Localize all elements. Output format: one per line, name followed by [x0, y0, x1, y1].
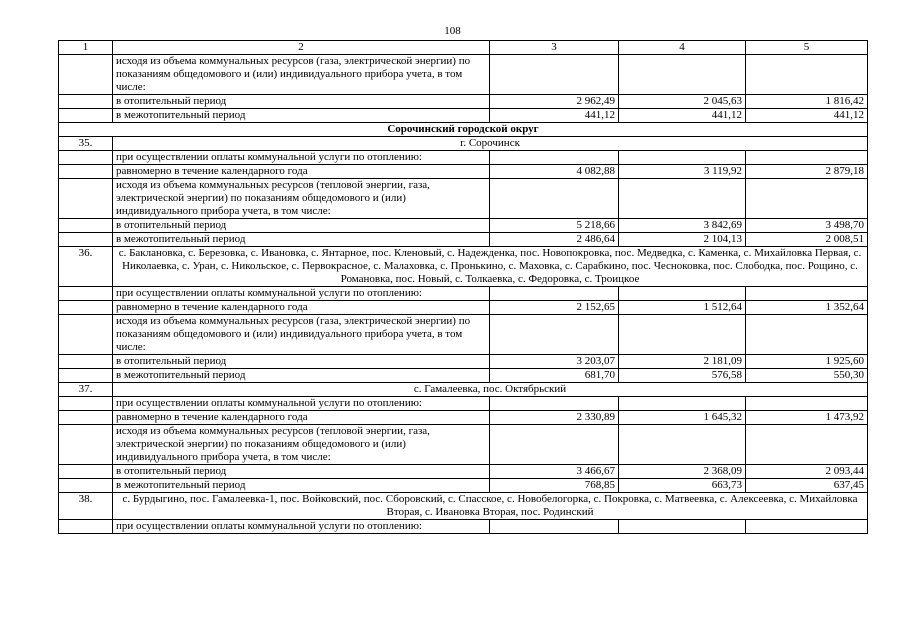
region-row — [59, 123, 868, 137]
row-label: в межотопительный период — [113, 233, 490, 247]
row-label: в отопительный период — [113, 465, 490, 479]
value-col-3 — [490, 55, 619, 95]
row-label: равномерно в течение календарного года — [113, 301, 490, 315]
settlement-name: с. Баклановка, с. Березовка, с. Ивановка, с. Янтарное, пос. Кленовый, с. Надежденка, пос. Новопокровка, пос. Медведка, с. Каменка, с. Михайловка Первая, с. Николаевка, с. Уран, с. Никольское, с. Первокрасное, с. Малаховка, с. Пронькино, с. Маховка, с. Сарабкино, пос. Чесноковка, пос. Слободка, пос. Рощино, с. Романовка, пос. Новый, с. Толкаевка, с. Федоровка, с. Троицкое — [113, 247, 868, 287]
value-col-5 — [746, 55, 868, 95]
header-cell-2: 2 — [113, 41, 490, 55]
value-col-5: 1 816,42 — [746, 95, 868, 109]
value-col-5 — [746, 151, 868, 165]
row-label: при осуществлении оплаты коммунальной услуги по отоплению: — [113, 151, 490, 165]
value-col-5: 2 879,18 — [746, 165, 868, 179]
row-label: при осуществлении оплаты коммунальной услуги по отоплению: — [113, 520, 490, 534]
header-row — [59, 41, 868, 55]
value-col-4 — [619, 287, 746, 301]
row-label: исходя из объема коммунальных ресурсов (тепловой энергии, газа, электрической энергии) по показаниям общедомового и (или) индивидуального прибора учета, в том числе: — [113, 425, 490, 465]
description-row — [59, 425, 868, 465]
value-col-4 — [619, 397, 746, 411]
value-col-5: 1 352,64 — [746, 301, 868, 315]
value-col-5: 1 925,60 — [746, 355, 868, 369]
value-col-4: 2 045,63 — [619, 95, 746, 109]
row-number — [59, 151, 113, 165]
row-number — [59, 179, 113, 219]
tariff-value-row — [59, 165, 868, 179]
value-col-4 — [619, 151, 746, 165]
value-col-5 — [746, 520, 868, 534]
value-col-4: 2 368,09 — [619, 465, 746, 479]
row-number — [59, 369, 113, 383]
tariff-value-row — [59, 301, 868, 315]
row-number — [59, 465, 113, 479]
tariff-value-row — [59, 369, 868, 383]
row-label: в межотопительный период — [113, 479, 490, 493]
value-col-3: 3 203,07 — [490, 355, 619, 369]
row-label: при осуществлении оплаты коммунальной услуги по отоплению: — [113, 397, 490, 411]
value-col-4: 576,58 — [619, 369, 746, 383]
row-number — [59, 397, 113, 411]
value-col-5: 2 093,44 — [746, 465, 868, 479]
row-label: равномерно в течение календарного года — [113, 411, 490, 425]
value-col-4: 663,73 — [619, 479, 746, 493]
value-col-4: 441,12 — [619, 109, 746, 123]
region-title: Сорочинский городской округ — [59, 123, 868, 137]
value-col-3 — [490, 287, 619, 301]
settlement-row — [59, 137, 868, 151]
value-col-4: 3 842,69 — [619, 219, 746, 233]
row-label: в межотопительный период — [113, 369, 490, 383]
value-col-3: 5 218,66 — [490, 219, 619, 233]
row-label: исходя из объема коммунальных ресурсов (тепловой энергии, газа, электрической энергии) по показаниям общедомового и (или) индивидуального прибора учета, в том числе: — [113, 179, 490, 219]
row-label: в межотопительный период — [113, 109, 490, 123]
value-col-4: 2 104,13 — [619, 233, 746, 247]
row-label: исходя из объема коммунальных ресурсов (газа, электрической энергии) по показаниям общедомового и (или) индивидуального прибора учета, в том числе: — [113, 315, 490, 355]
header-cell-4: 4 — [619, 41, 746, 55]
tariff-value-row — [59, 479, 868, 493]
settlement-name: с. Бурдыгино, пос. Гамалеевка-1, пос. Войковский, пос. Сборовский, с. Спасское, с. Новобелогорка, с. Покровка, с. Матвеевка, с. Алексеевка, с. Михайловка Вторая, с. Ивановка Вторая, пос. Родинский — [113, 493, 868, 520]
value-col-5 — [746, 425, 868, 465]
value-col-3: 2 330,89 — [490, 411, 619, 425]
row-label: в отопительный период — [113, 219, 490, 233]
value-col-5 — [746, 315, 868, 355]
value-col-5: 441,12 — [746, 109, 868, 123]
settlement-row — [59, 383, 868, 397]
tariff-value-row — [59, 219, 868, 233]
description-row — [59, 287, 868, 301]
value-col-4: 2 181,09 — [619, 355, 746, 369]
tariff-value-row — [59, 465, 868, 479]
row-number — [59, 287, 113, 301]
row-number — [59, 315, 113, 355]
value-col-3 — [490, 425, 619, 465]
row-number — [59, 520, 113, 534]
value-col-3: 2 152,65 — [490, 301, 619, 315]
value-col-3: 2 486,64 — [490, 233, 619, 247]
value-col-5: 3 498,70 — [746, 219, 868, 233]
value-col-3: 768,85 — [490, 479, 619, 493]
row-number — [59, 301, 113, 315]
value-col-4 — [619, 315, 746, 355]
value-col-3 — [490, 315, 619, 355]
description-row — [59, 55, 868, 95]
tariff-value-row — [59, 95, 868, 109]
value-col-3: 4 082,88 — [490, 165, 619, 179]
tariff-value-row — [59, 355, 868, 369]
description-row — [59, 179, 868, 219]
row-number — [59, 55, 113, 95]
row-number — [59, 219, 113, 233]
value-col-4 — [619, 520, 746, 534]
value-col-5: 550,30 — [746, 369, 868, 383]
value-col-4: 3 119,92 — [619, 165, 746, 179]
description-row — [59, 397, 868, 411]
settlement-name: с. Гамалеевка, пос. Октябрьский — [113, 383, 868, 397]
row-label: равномерно в течение календарного года — [113, 165, 490, 179]
row-number — [59, 165, 113, 179]
description-row — [59, 520, 868, 534]
tariff-value-row — [59, 109, 868, 123]
value-col-3 — [490, 520, 619, 534]
row-number: 36. — [59, 247, 113, 287]
value-col-3 — [490, 179, 619, 219]
header-cell-1: 1 — [59, 41, 113, 55]
row-number — [59, 411, 113, 425]
value-col-5: 1 473,92 — [746, 411, 868, 425]
tariff-value-row — [59, 233, 868, 247]
value-col-5 — [746, 397, 868, 411]
value-col-5: 637,45 — [746, 479, 868, 493]
row-number — [59, 355, 113, 369]
value-col-3: 2 962,49 — [490, 95, 619, 109]
settlement-row — [59, 493, 868, 520]
row-number — [59, 479, 113, 493]
row-number: 38. — [59, 493, 113, 520]
value-col-5 — [746, 287, 868, 301]
value-col-5: 2 008,51 — [746, 233, 868, 247]
value-col-4 — [619, 425, 746, 465]
row-number: 35. — [59, 137, 113, 151]
value-col-3: 441,12 — [490, 109, 619, 123]
row-label: в отопительный период — [113, 355, 490, 369]
description-row — [59, 151, 868, 165]
value-col-3 — [490, 151, 619, 165]
row-number — [59, 233, 113, 247]
value-col-4: 1 645,32 — [619, 411, 746, 425]
value-col-3 — [490, 397, 619, 411]
tariff-table — [58, 40, 868, 534]
row-number — [59, 95, 113, 109]
page-number: 108 — [444, 25, 461, 37]
row-label: при осуществлении оплаты коммунальной услуги по отоплению: — [113, 287, 490, 301]
row-number: 37. — [59, 383, 113, 397]
description-row — [59, 315, 868, 355]
header-cell-5: 5 — [746, 41, 868, 55]
value-col-4 — [619, 55, 746, 95]
value-col-4: 1 512,64 — [619, 301, 746, 315]
row-label: исходя из объема коммунальных ресурсов (газа, электрической энергии) по показаниям общедомового и (или) индивидуального прибора учета, в том числе: — [113, 55, 490, 95]
tariff-value-row — [59, 411, 868, 425]
row-number — [59, 425, 113, 465]
header-cell-3: 3 — [490, 41, 619, 55]
settlement-name: г. Сорочинск — [113, 137, 868, 151]
row-number — [59, 109, 113, 123]
value-col-3: 681,70 — [490, 369, 619, 383]
settlement-row — [59, 247, 868, 287]
value-col-5 — [746, 179, 868, 219]
row-label: в отопительный период — [113, 95, 490, 109]
value-col-4 — [619, 179, 746, 219]
value-col-3: 3 466,67 — [490, 465, 619, 479]
